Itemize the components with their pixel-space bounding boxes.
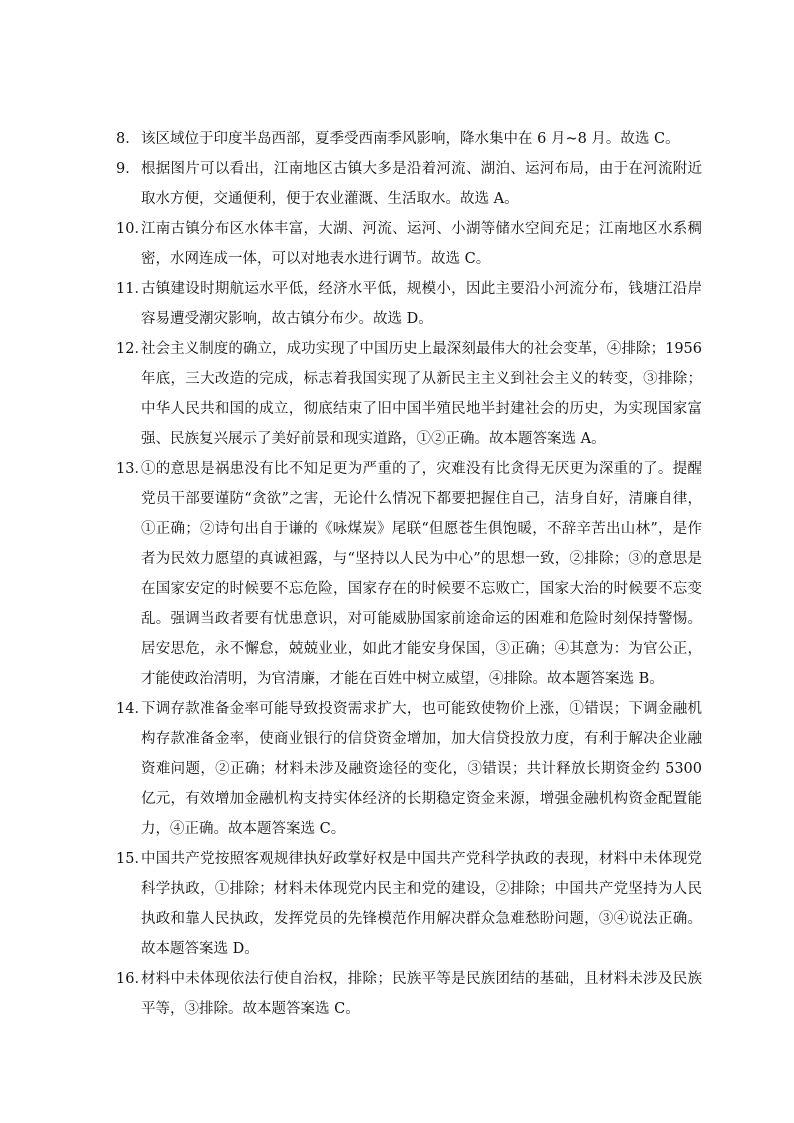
item-text: 根据图片可以看出，江南地区古镇大多是沿着河流、湖泊、运河布局，由于在河流附近取水方便，交通便利，便于农业灌溉、生活取水。故选 A。 bbox=[141, 161, 702, 207]
item-text: 江南古镇分布区水体丰富，大湖、河流、运河、小湖等储水空间充足；江南地区水系稠密，水网连成一体，可以对地表水进行调节。故选 C。 bbox=[141, 221, 702, 267]
item-number: 9． bbox=[116, 161, 140, 177]
answer-item-8 bbox=[116, 124, 702, 154]
answer-item-9 bbox=[116, 154, 702, 214]
item-text: 下调存款准备金率可能导致投资需求扩大，也可能致使物价上涨，①错误；下调金融机构存款准备金率，使商业银行的信贷资金增加，加大信贷投放力度，有利于解决企业融资难问题，②正确；材料未涉及融资途径的变化，③错误；共计释放长期资金约 5300 亿元，有效增加金融机构支持实体经济的长期稳定资金来源，增强金融机构资金配置能力，④正确。故本题答案选 C。 bbox=[141, 701, 702, 837]
item-number: 11． bbox=[116, 281, 149, 297]
item-number: 16． bbox=[116, 971, 149, 987]
item-text: 社会主义制度的确立，成功实现了中国历史上最深刻最伟大的社会变革，④排除；1956 年底，三大改造的完成，标志着我国实现了从新民主主义到社会主义的转变，③排除；中华人民共和国的成立，彻底结束了旧中国半殖民地半封建社会的历史，为实现国家富强、民族复兴展示了美好前景和现实道路，①②正确。故本题答案选 A。 bbox=[141, 341, 702, 447]
answer-item-12 bbox=[116, 334, 702, 454]
answer-item-11 bbox=[116, 274, 702, 334]
item-number: 12． bbox=[116, 341, 149, 357]
item-number: 14． bbox=[116, 701, 149, 717]
item-text: 古镇建设时期航运水平低，经济水平低，规模小，因此主要沿小河流分布，钱塘江沿岸容易遭受潮灾影响，故古镇分布少。故选 D。 bbox=[141, 281, 702, 327]
item-number: 15． bbox=[116, 851, 149, 867]
item-number: 13． bbox=[116, 461, 149, 477]
answer-item-14 bbox=[116, 694, 702, 844]
item-number: 10． bbox=[116, 221, 149, 237]
item-text: 中国共产党按照客观规律执好政掌好权是中国共产党科学执政的表现，材料中未体现党科学执政，①排除；材料未体现党内民主和党的建设，②排除；中国共产党坚持为人民执政和靠人民执政，发挥党员的先锋模范作用解决群众急难愁盼问题，③④说法正确。故本题答案选 D。 bbox=[141, 851, 702, 957]
item-text: 材料中未体现依法行使自治权，排除；民族平等是民族团结的基础，且材料未涉及民族平等，③排除。故本题答案选 C。 bbox=[141, 971, 702, 1017]
item-text: ①的意思是祸患没有比不知足更为严重的了，灾难没有比贪得无厌更为深重的了。提醒党员干部要谨防“贪欲”之害，无论什么情况下都要把握住自己，洁身自好，清廉自律，①正确；②诗句出自于谦的《咏煤炭》尾联“但愿苍生俱饱暖，不辞辛苦出山林”，是作者为民效力愿望的真诚袒露，与“坚持以人民为中心”的思想一致，②排除；③的意思是在国家安定的时候要不忘危险，国家存在的时候要不忘败亡，国家大治的时候要不忘变乱。强调当政者要有忧患意识，对可能威胁国家前途命运的困难和危险时刻保持警惕。居安思危，永不懈怠，兢兢业业，如此才能安身保国，③正确；④其意为：为官公正，才能使政治清明，为官清廉，才能在百姓中树立威望，④排除。故本题答案选 B。 bbox=[141, 461, 702, 687]
answer-item-15 bbox=[116, 844, 702, 964]
answer-list bbox=[116, 124, 702, 1024]
item-number: 8． bbox=[116, 131, 140, 147]
answer-item-13 bbox=[116, 454, 702, 694]
item-text: 该区域位于印度半岛西部，夏季受西南季风影响，降水集中在 6 月~8 月。故选 C。 bbox=[141, 131, 680, 147]
answer-item-16 bbox=[116, 964, 702, 1024]
answer-item-10 bbox=[116, 214, 702, 274]
